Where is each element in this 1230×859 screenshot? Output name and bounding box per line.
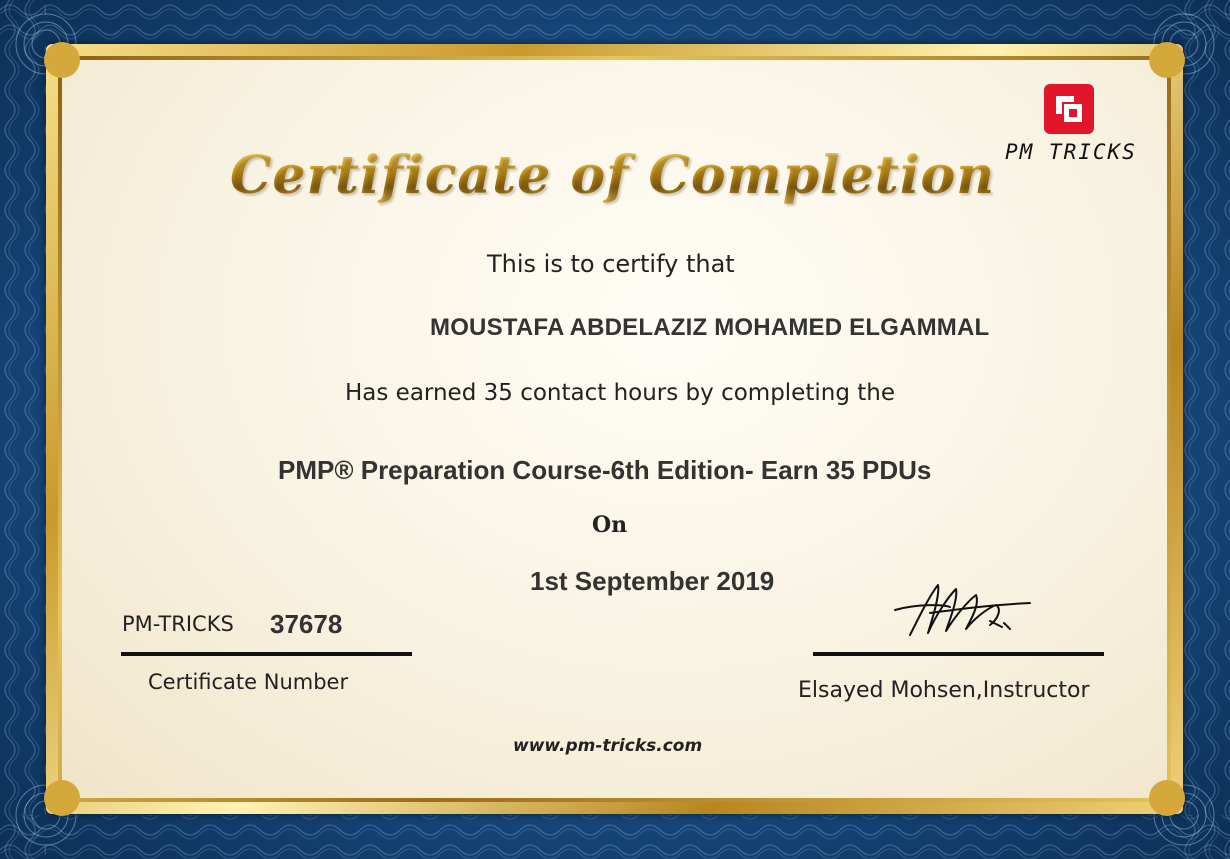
recipient-name: MOUSTAFA ABDELAZIZ MOHAMED ELGAMMAL [430,314,990,341]
instructor-label: Elsayed Mohsen,Instructor [798,678,1090,703]
website-link[interactable]: www.pm-tricks.com [513,736,703,756]
instructor-signature [890,575,1040,645]
completion-date: 1st September 2019 [530,566,775,596]
corner-notch [44,42,80,78]
certificate-number-line [121,652,412,656]
corner-notch [1149,780,1185,816]
on-text: On [592,512,628,538]
earned-text: Has earned 35 contact hours by completing the [345,380,895,406]
certificate-number: 37678 [270,609,343,639]
certificate-title: Certificate of Completion [230,145,996,206]
instructor-signature-line [813,652,1104,656]
corner-notch [1149,42,1185,78]
logo-text: PM TRICKS [1005,140,1137,164]
certify-text: This is to certify that [487,250,735,278]
pm-tricks-logo-icon [1044,84,1094,134]
corner-notch [44,780,80,816]
course-name: PMP® Preparation Course-6th Edition- Earn 35 PDUs [278,455,932,485]
certificate-prefix: PM-TRICKS [122,612,234,636]
certificate-number-label: Certificate Number [148,670,349,694]
